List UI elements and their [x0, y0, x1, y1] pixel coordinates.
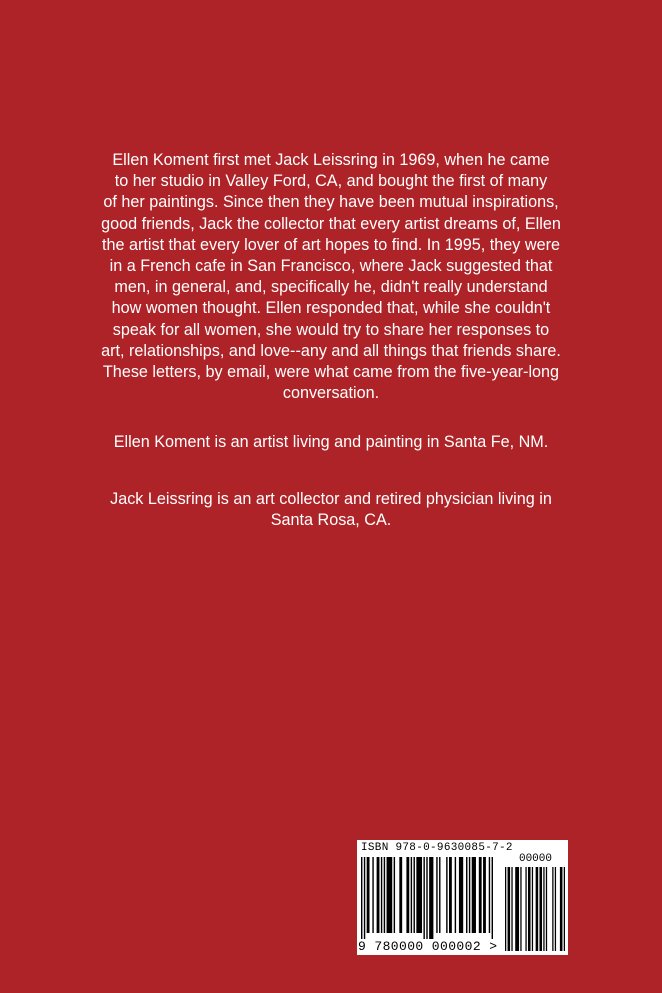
- barcode-bar: [555, 867, 556, 951]
- barcode-bar: [489, 857, 490, 933]
- barcode-bar: [455, 857, 456, 933]
- description-line: speak for all women, she would try to share her responses to: [112, 320, 550, 339]
- barcode-bar: [416, 857, 422, 933]
- barcode-bar: [399, 857, 402, 933]
- barcode-bar: [543, 867, 544, 951]
- barcode-bar: [429, 857, 433, 939]
- barcode-bar: [528, 867, 531, 951]
- barcode-bar: [472, 857, 476, 933]
- bio-line: Jack Leissring is an art collector and retired physician living in: [110, 490, 552, 508]
- barcode-bar: [449, 857, 452, 933]
- barcode-bar: [372, 857, 373, 933]
- bio-line: Santa Rosa, CA.: [270, 511, 392, 530]
- description-line: to her studio in Valley Ford, CA, and bought the first of many: [114, 172, 548, 191]
- barcode-bar: [426, 857, 427, 939]
- barcode-bar: [532, 867, 533, 951]
- description-line: men, in general, and, specifically he, didn't really understand: [114, 278, 548, 297]
- description-line: These letters, by email, were what came from the five-year-long: [102, 363, 560, 382]
- description-line: conversation.: [282, 384, 380, 403]
- ean13-bars: [361, 857, 493, 939]
- barcode-bar: [439, 857, 440, 933]
- barcode-bar: [511, 867, 512, 951]
- barcode-bar: [411, 857, 412, 933]
- barcode-bar: [492, 857, 493, 939]
- author-bio-jack: [70, 489, 592, 531]
- barcode-bar: [505, 867, 506, 951]
- author-bio-ellen: Ellen Koment is an artist living and painting in Santa Fe, NM.: [113, 433, 549, 451]
- barcode-bar: [387, 857, 393, 933]
- barcode-bar: [377, 857, 380, 933]
- barcode-bar: [483, 857, 486, 933]
- barcode-bar: [479, 857, 482, 933]
- barcode-bar: [406, 857, 409, 933]
- barcode-bar: [508, 867, 511, 951]
- barcode-bar: [520, 867, 521, 951]
- addon-code-label: 00000: [518, 853, 552, 865]
- description-line: good friends, Jack the collector that every artist dreams of, Ellen: [101, 214, 561, 233]
- barcode-digits: 9 780000 000002 >: [358, 939, 498, 954]
- barcode-bar: [367, 857, 370, 933]
- description-line: of her paintings. Since then they have been mutual inspirations,: [103, 193, 559, 212]
- description-line: Ellen Koment first met Jack Leissring in 1969, when he came: [112, 151, 550, 169]
- barcode-bar: [466, 857, 467, 933]
- barcode-bar: [381, 857, 382, 933]
- addon-bars: [505, 867, 565, 951]
- barcode-bar: [515, 867, 519, 951]
- barcode-bar: [364, 857, 365, 939]
- barcode-bar: [459, 857, 463, 933]
- barcode-bar: [560, 867, 563, 951]
- barcode-bar: [536, 867, 539, 951]
- description-line: in a French cafe in San Francisco, where Jack suggested that: [109, 257, 553, 276]
- barcode-bar: [414, 857, 415, 933]
- description-line: how women thought. Ellen responded that, while she couldn't: [111, 299, 551, 318]
- isbn-barcode: [357, 840, 568, 955]
- barcode-bar: [423, 857, 424, 939]
- barcode-bar: [564, 867, 565, 951]
- barcode-bar: [525, 867, 526, 951]
- barcode-bar: [552, 867, 553, 951]
- barcode-bar: [384, 857, 385, 933]
- book-description: [70, 150, 592, 404]
- barcode-bar: [394, 857, 395, 933]
- isbn-label: ISBN 978-0-9630085-7-2: [361, 842, 513, 854]
- description-line: the artist that every lover of art hopes to find. In 1995, they were: [101, 235, 560, 254]
- barcode-bar: [546, 867, 547, 951]
- barcode-bar: [436, 857, 437, 933]
- barcode-bar: [539, 867, 542, 951]
- barcode-bar: [469, 857, 470, 933]
- description-line: art, relationships, and love--any and all things that friends share.: [101, 341, 561, 360]
- barcode-bar: [361, 857, 362, 939]
- barcode-bar: [446, 857, 447, 933]
